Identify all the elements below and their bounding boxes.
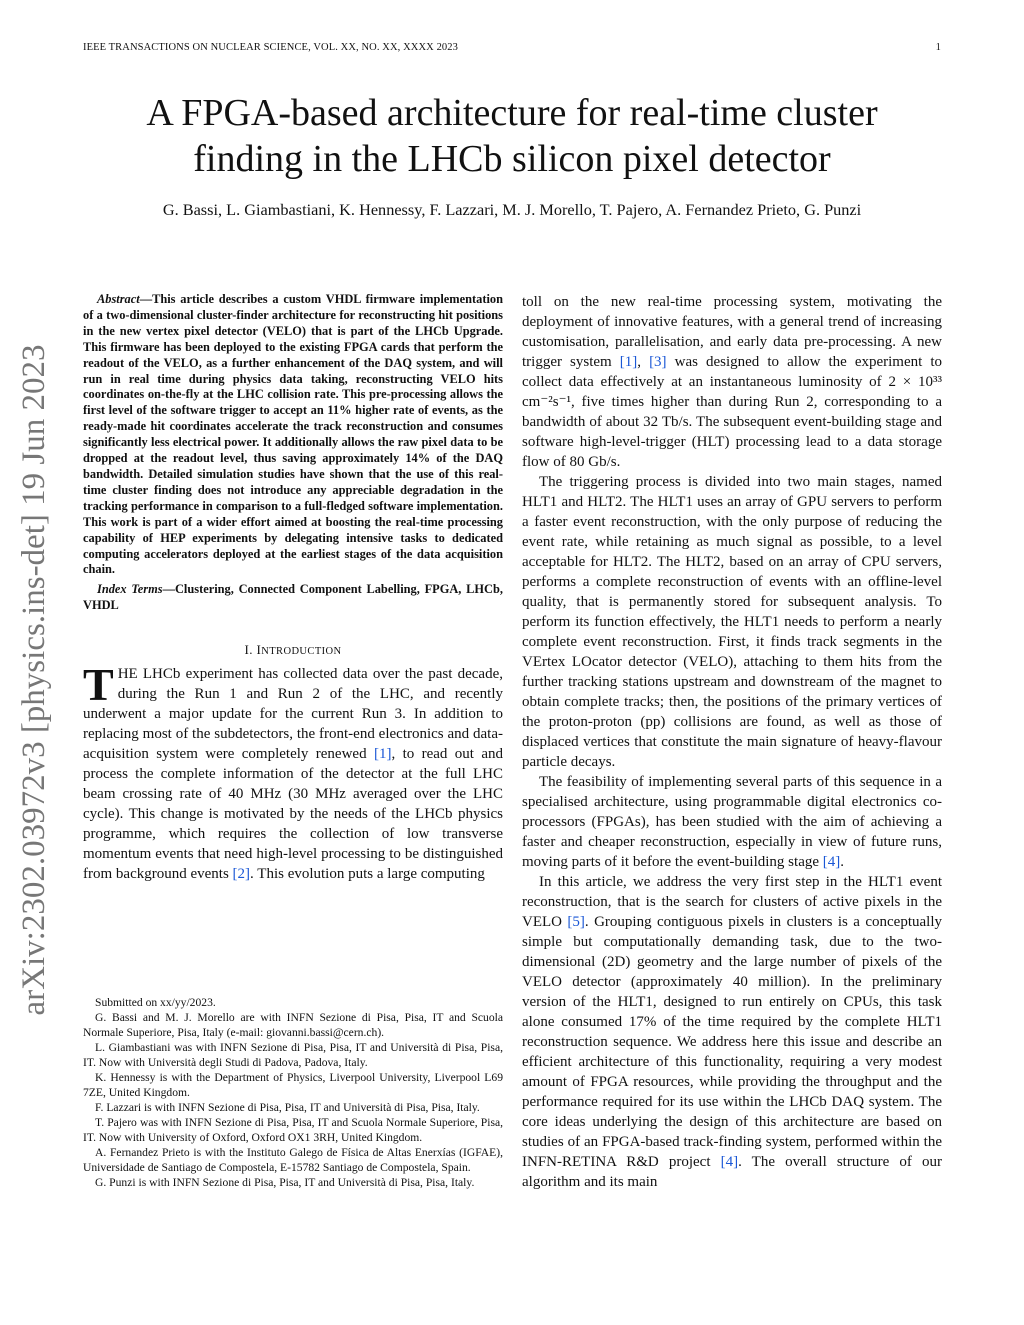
- intro-text-a: LHCb experiment has collected data over the past decade, during the Run 1 and Run 2 of the LHC, and recently underwent a major update for the current Run 3. In addition to replacing most of the subdetectors, the front-end electronics and data-acquisition system were completely renewed: [83, 666, 503, 763]
- journal-header: IEEE TRANSACTIONS ON NUCLEAR SCIENCE, VOL. XX, NO. XX, XXXX 2023: [83, 42, 458, 53]
- footnote: T. Pajero was with INFN Sezione di Pisa, Pisa, IT and Scuola Normale Superiore, Pisa, IT. Now with University of Oxford, Oxford OX1 3RH, United Kingdom.: [83, 1116, 503, 1144]
- body-text-a: The feasibility of implementing several parts of this sequence in a specialised architecture, using programmable digital electronics co-processors (FPGAs), has been studied with the aim of achieving a faster and cheaper reconstruction, especially in view of future runs, moving parts of it before the event-building stage: [522, 774, 942, 870]
- intro-text-b: , to read out and process the complete information of the detector at the full LHC beam crossing rate of 40 MHz (30 MHz averaged over the LHC cycle). This change is motivated by the needs of the LHCb physics programme, which requires the collection of low transverse momentum events that need high-level processing to be distinguished from background events: [83, 746, 503, 883]
- arxiv-identifier: arXiv:2302.03972v3 [physics.ins-det] 19 Jun 2023: [16, 344, 52, 1016]
- footnotes: [83, 995, 503, 1190]
- citation-link[interactable]: [2]: [232, 866, 251, 883]
- abstract-text: This article describes a custom VHDL firmware implementation of a two-dimensional cluster-finder architecture for reconstructing hit positions in the new vertex pixel detector (VELO) that is part of the LHCb Upgrade. This firmware has been deployed to the existing FPGA cards that perform the readout of the VELO, as a further enhancement of the DAQ system, and will run in real time during physics data taking, reconstructing VELO hits coordinates on-the-fly at the LHC collision rate. This pre-processing allows the first level of the software trigger to accept an 11% higher rate of events, as the ready-made hit coordinates accelerate the track reconstruction and consumes significantly less electrical power. It additionally allows the raw pixel data to be dropped at the readout level, thus saving approximately 14% of the DAQ bandwidth. Detailed simulation studies have shown that the use of this real-time cluster finding does not introduce any appreciable degradation in the tracking performance in comparison to a full-fledged software implementation. This work is part of a wider effort aimed at boosting the real-time processing capability of HEP experiments by delegating intensive tasks to dedicated computing accelerators deployed at the earliest stages of the data acquisition chain.: [83, 292, 503, 577]
- body-paragraph-1: [522, 292, 942, 472]
- citation-link[interactable]: [5]: [567, 914, 585, 930]
- body-paragraph-4: [522, 872, 942, 1192]
- section-heading-introduction: [83, 642, 503, 658]
- body-text-b: was designed to allow the experiment to collect data effectively at an instantaneous luminosity of 2 × 10³³ cm⁻²s⁻¹, five times higher than during Run 2, corresponding to a bandwidth of about 32 Tb/s. The subsequent event-building stage and software high-level-trigger (HLT) processing lead to a data storage flow of 80 Gb/s.: [522, 354, 943, 470]
- body-text-c: . The overall structure of our algorithm and its main: [522, 1154, 943, 1190]
- arxiv-stamp: [14, 320, 54, 1040]
- footnote: F. Lazzari is with INFN Sezione di Pisa, Pisa, IT and Università di Pisa, Pisa, Italy.: [95, 1101, 480, 1114]
- citation-link[interactable]: [4]: [720, 1154, 739, 1170]
- left-column: [83, 292, 503, 884]
- footnote: K. Hennessy is with the Department of Physics, Liverpool University, Liverpool L69 7ZE, United Kingdom.: [83, 1071, 503, 1099]
- body-text-b: .: [840, 854, 845, 870]
- title-line-2: finding in the LHCb silicon pixel detector: [193, 138, 831, 180]
- lead-word: HE: [117, 666, 138, 683]
- abstract-label: Abstract: [97, 292, 140, 306]
- footnote: Submitted on xx/yy/2023.: [95, 996, 216, 1009]
- drop-cap: T: [83, 659, 114, 711]
- paper-title: [60, 90, 964, 182]
- index-terms-label: Index Terms: [97, 582, 163, 597]
- body-text-b: . Grouping contiguous pixels in clusters is a conceptually simple but computationally demanding task, due to the two-dimensional (2D) geometry and the large number of pixels of the VELO detector (approximately 40 million). In the preliminary version of the HLT1, designed to run entirely on CPUs, this task alone consumed 17% of the time required by the complete HLT1 reconstruction sequence. We address here this issue and describe an efficient architecture of this functionality, requiring a very modest amount of FPGA resources, while providing the throughput and the performance required for its use within the LHCb DAQ system. The core ideas underlying the design of this architecture are based on studies of an FPGA-based track-finding system, performed within the INFN-RETINA R&D project: [522, 914, 942, 1170]
- body-paragraph-3: [522, 772, 942, 872]
- body-text-a: toll on the new real-time processing system, motivating the deployment of innovative features, with a general trend of increasing customisation, parallelisation, and early data pre-processing. A new trigger system: [522, 294, 942, 370]
- citation-link[interactable]: [1]: [619, 354, 638, 370]
- section-title-initial: I: [256, 642, 262, 658]
- footnote: A. Fernandez Prieto is with the Instituto Galego de Física de Altas Enerxías (IGFAE), Universidade de Santiago de Compostela, E-15782 Santiago de Compostela, Spain.: [83, 1146, 503, 1174]
- citation-link[interactable]: [1]: [373, 746, 392, 763]
- index-terms: Index Terms—Clustering, Connected Component Labelling, FPGA, LHCb, VHDL: [83, 582, 503, 613]
- index-terms-text: Clustering, Connected Component Labelling, FPGA, LHCb, VHDL: [83, 582, 503, 613]
- body-paragraph-2: The triggering process is divided into two main stages, named HLT1 and HLT2. The HLT1 uses an array of GPU servers to perform a faster event reconstruction, with the only purpose of reducing the event rate, while retaining as much signal as possible, to a level acceptable for HLT2. The HLT2, based on an array of CPU servers, performs a complete reconstruction of events with an offline-level quality, that is permanently stored for subsequent analysis. To perform its function effectively, the HLT1 needs to perform a nearly complete event reconstruction. First, it finds track segments in the VErtex LOcator detector (VELO), attaching to them hits from the further tracking stations upstream and downstream of the magnet to obtain complete tracks; then, the positions of the primary vertices of the proton-proton (pp) collisions are found, as well as those of displaced vertices that constitute the main signature of heavy-flavour particle decays.: [522, 474, 942, 770]
- running-head: [83, 42, 941, 53]
- section-title-rest: NTRODUCTION: [261, 646, 342, 658]
- page-number: 1: [935, 42, 941, 53]
- author-list: G. Bassi, L. Giambastiani, K. Hennessy, F. Lazzari, M. J. Morello, T. Pajero, A. Fernandez Prieto, G. Punzi: [162, 200, 862, 219]
- citation-link[interactable]: [4]: [822, 854, 841, 870]
- abstract: Abstract—This article describes a custom VHDL firmware implementation of a two-dimensional cluster-finder architecture for reconstructing hit positions in the new vertex pixel detector (VELO) that is part of the LHCb Upgrade. This firmware has been deployed to the existing FPGA cards that perform the readout of the VELO, as a further enhancement of the DAQ system, and will run in real time during physics data taking, reconstructing VELO hits coordinates on-the-fly at the LHC collision rate. This pre-processing allows the first level of the software trigger to accept an 11% higher rate of events, as the ready-made hit coordinates accelerate the track reconstruction and consumes significantly less electrical power. It additionally allows the raw pixel data to be dropped at the readout level, thus saving approximately 14% of the DAQ bandwidth. Detailed simulation studies have shown that the use of this real-time cluster finding does not introduce any appreciable degradation in the tracking performance in comparison to a full-fledged software implementation. This work is part of a wider effort aimed at boosting the real-time processing capability of HEP experiments by delegating intensive tasks to dedicated computing accelerators deployed at the earliest stages of the data acquisition chain.: [83, 292, 503, 577]
- body-text-a: In this article, we address the very first step in the HLT1 event reconstruction, that is the search for clusters of active pixels in the VELO: [522, 874, 942, 930]
- body-text-sep: ,: [637, 354, 650, 370]
- footnote: L. Giambastiani was with INFN Sezione di Pisa, Pisa, IT and Università di Pisa, Pisa, IT. Now with Università degli Studi di Padova, Padova, Italy.: [83, 1041, 503, 1069]
- citation-link[interactable]: [3]: [649, 354, 667, 370]
- intro-text-c: . This evolution puts a large computing: [250, 866, 485, 883]
- footnote: G. Punzi is with INFN Sezione di Pisa, Pisa, IT and Università di Pisa, Pisa, Italy.: [95, 1176, 475, 1189]
- intro-paragraph-1: [83, 659, 503, 884]
- title-line-1: A FPGA-based architecture for real-time cluster: [146, 92, 878, 134]
- right-column: [522, 292, 942, 1192]
- section-number: I.: [244, 642, 253, 658]
- footnote: G. Bassi and M. J. Morello are with INFN Sezione di Pisa, Pisa, IT and Scuola Normale Superiore, Pisa, Italy (e-mail: giovanni.bassi@cern.ch).: [83, 1011, 503, 1039]
